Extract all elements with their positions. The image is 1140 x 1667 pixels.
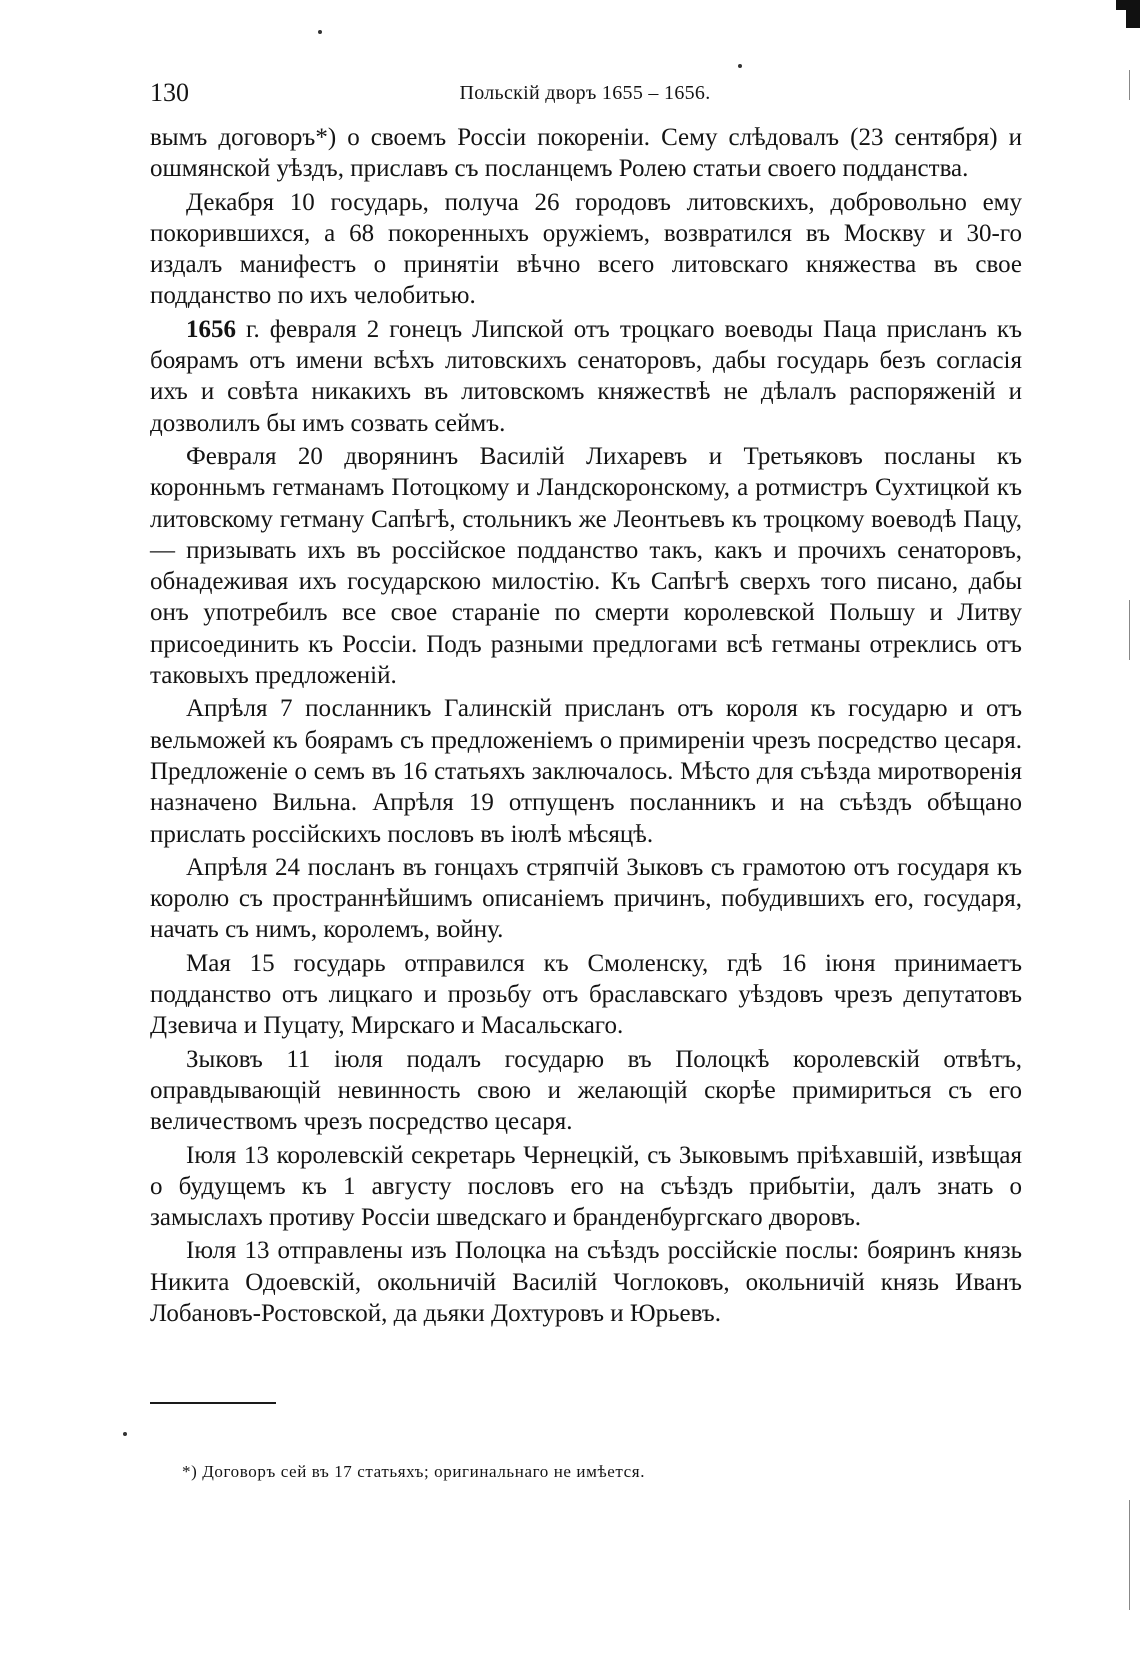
scan-edge-line xyxy=(1129,600,1130,660)
scan-edge-line xyxy=(1129,1500,1130,1610)
paragraph: Декабря 10 государь, получа 26 городовъ литовскихъ, добровольно ему покорившихся, а 68 покоренныхъ оружіемъ, возвратился въ Москву и 30-го издалъ манифестъ о принятіи вѣчно всего литовскаго княжества въ свое подданство по ихъ челобитью. xyxy=(150,188,1022,310)
paragraph: Іюля 13 королевскій секретарь Чернецкій, съ Зыковымъ пріѣхавшій, извѣщая о будущемъ къ 1 августу пословъ его на съѣздъ прибытіи, далъ знать о замыслахъ противу Россіи шведскаго и бранденбургскаго дворовъ. xyxy=(150,1141,1022,1232)
paragraph: Зыковъ 11 іюля подалъ государю въ Полоцкѣ королевскій отвѣтъ, оправдывающій невинность свою и желающій скорѣе примириться съ его величествомъ чрезъ посредство цесаря. xyxy=(150,1045,1022,1136)
paragraph: Апрѣля 24 посланъ въ гонцахъ стряпчій Зыковъ съ грамотою отъ государя къ королю съ пространнѣйшимъ описаніемъ причинъ, побудившихъ его, государя, начать съ нимъ, королемъ, войну. xyxy=(150,853,1022,944)
scan-edge-line xyxy=(1129,70,1130,100)
paragraph xyxy=(150,314,1022,439)
scan-speck xyxy=(123,1432,127,1436)
paragraph: Апрѣля 7 посланникъ Галинскій присланъ отъ короля къ государю и отъ вельможей къ боярамъ съ предложеніемъ о примиреніи чрезъ посредство цесаря. Предложеніе о семъ въ 16 статьяхъ заключалось. Мѣсто для съѣзда миротворенія назначено Вильна. Апрѣля 19 отпущенъ посланникъ и на съѣздъ обѣщано прислать россійскихъ пословъ въ іюлѣ мѣсяцѣ. xyxy=(150,695,1022,848)
footnote: *) Договоръ сей въ 17 статьяхъ; оригинальнаго не имѣется. xyxy=(182,1462,646,1481)
scan-speck xyxy=(318,30,322,34)
scan-corner-mark xyxy=(1126,0,1140,28)
scan-speck xyxy=(738,64,742,68)
paragraph: Февраля 20 дворянинъ Василій Лихаревъ и Третьяковъ посланы къ коронньмъ гетманамъ Потоцкому и Ландскоронскому, а ротмистръ Сухтицкой къ литовскому гетману Сапѣгѣ, стольникъ же Леонтьевъ къ троцкому воеводѣ Пацу, — призывать ихъ въ россійское подданство такъ, какъ и прочихъ сенаторовъ, обнадеживая ихъ государскою милостію. Къ Сапѣгѣ сверхъ того писано, дабы онъ употребилъ все свое стараніе по смерти королевской Польшу и Литву присоединить къ Россіи. Подъ разными предлогами всѣ гетманы отреклись отъ таковыхъ предложеній. xyxy=(150,442,1022,690)
running-head: Польскій дворъ 1655 – 1656. xyxy=(459,82,711,104)
paragraph: вымъ договоръ*) о своемъ Россіи покореніи. Сему слѣдовалъ (23 сентября) и ошмянской уѣздъ, приславъ съ посланцемъ Ролею статьи своего подданства. xyxy=(150,124,1022,183)
body-text xyxy=(150,122,1022,1331)
footnote-rule xyxy=(150,1402,276,1404)
page-number: 130 xyxy=(150,78,189,107)
paragraph-text: г. февраля 2 гонецъ Липской отъ троцкаго воеводы Паца присланъ къ боярамъ отъ имени всѣхъ литовскихъ сенаторовъ, дабы государь безъ согласія ихъ и совѣта никакихъ въ литовскомъ княжествѣ не дѣлалъ распоряженій и дозволилъ бы имъ созвать сеймъ. xyxy=(150,315,1023,437)
paragraph: Іюля 13 отправлены изъ Полоцка на съѣздъ россійскіе послы: бояринъ князь Никита Одоевскій, окольничій Василій Чоглоковъ, окольничій князь Иванъ Лобановъ-Ростовской, да дьяки Дохтуровъ и Юрьевъ. xyxy=(150,1237,1022,1327)
paragraph: Мая 15 государь отправился къ Смоленску, гдѣ 16 іюня принимаетъ подданство отъ лицкаго и прозьбу отъ браславскаго уѣздовъ чрезъ депутатовъ Дзевича и Пуцату, Мирскаго и Масальскаго. xyxy=(150,949,1022,1040)
year-1656: 1656 xyxy=(186,315,236,343)
page-header xyxy=(150,78,1020,112)
